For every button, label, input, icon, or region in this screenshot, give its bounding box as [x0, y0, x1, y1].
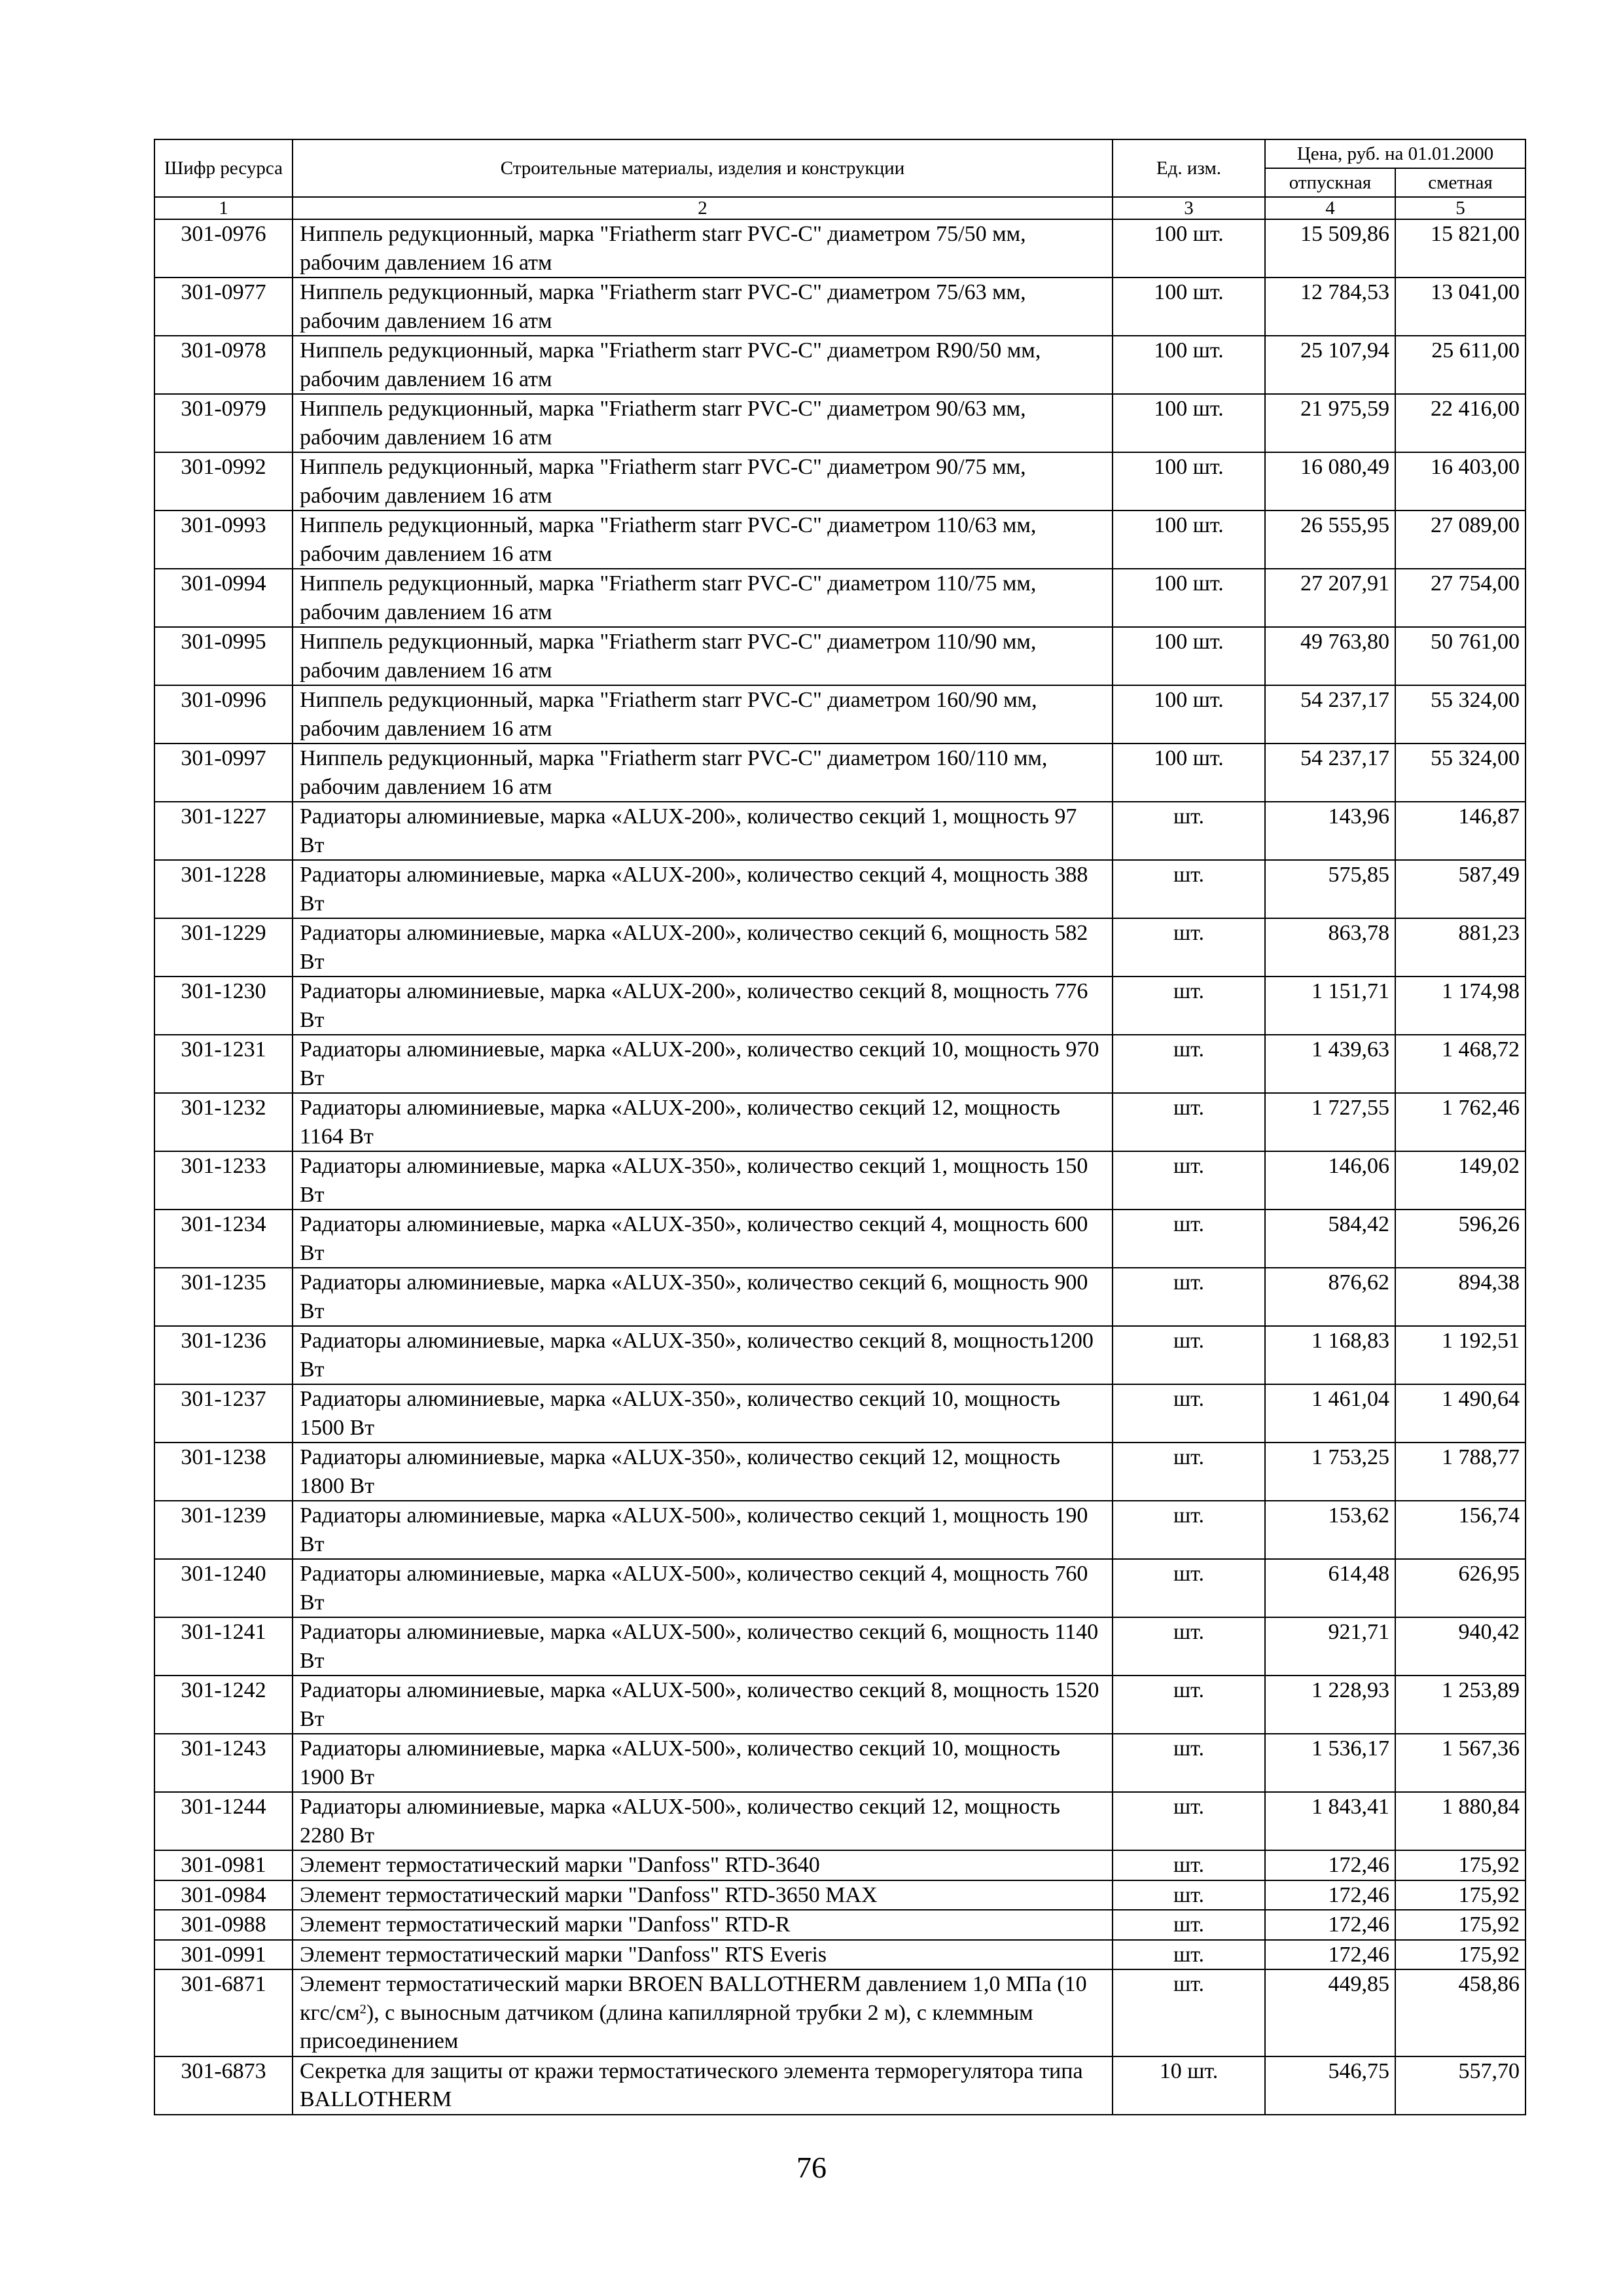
release-price-cell: 54 237,17 [1265, 685, 1395, 744]
resource-code: 301-0992 [154, 452, 293, 511]
table-row [154, 1940, 1525, 1970]
page-number: 76 [796, 2151, 827, 2184]
resource-name: Радиаторы алюминиевые, марка «ALUX-350», количество секций 1, мощность 150 Вт [293, 1151, 1113, 1210]
resource-code: 301-0978 [154, 336, 293, 394]
table-row [154, 1734, 1525, 1792]
table-row [154, 977, 1525, 1035]
estimate-price-cell: 175,92 [1395, 1910, 1525, 1940]
resource-code: 301-1242 [154, 1676, 293, 1734]
resource-code: 301-1241 [154, 1617, 293, 1676]
table-row [154, 1035, 1525, 1093]
resource-name: Ниппель редукционный, марка "Friatherm starr PVC-C" диаметром R90/50 мм, рабочим давлением 16 атм [293, 336, 1113, 394]
header-row [154, 139, 1525, 168]
resource-code: 301-0976 [154, 219, 293, 278]
estimate-price-cell: 25 611,00 [1395, 336, 1525, 394]
release-price-cell: 172,46 [1265, 1910, 1395, 1940]
resource-code: 301-1231 [154, 1035, 293, 1093]
estimate-price-cell: 894,38 [1395, 1268, 1525, 1326]
unit-cell: шт. [1113, 1910, 1265, 1940]
unit-cell: 100 шт. [1113, 685, 1265, 744]
resource-name: Ниппель редукционный, марка "Friatherm starr PVC-C" диаметром 110/90 мм, рабочим давлением 16 атм [293, 627, 1113, 685]
resource-name: Радиаторы алюминиевые, марка «ALUX-200», количество секций 1, мощность 97 Вт [293, 802, 1113, 860]
resource-code: 301-1230 [154, 977, 293, 1035]
release-price-cell: 575,85 [1265, 860, 1395, 918]
resource-name: Радиаторы алюминиевые, марка «ALUX-200», количество секций 6, мощность 582 Вт [293, 918, 1113, 977]
unit-cell: шт. [1113, 977, 1265, 1035]
unit-cell: шт. [1113, 1035, 1265, 1093]
estimate-price-cell: 13 041,00 [1395, 278, 1525, 336]
unit-cell: 100 шт. [1113, 336, 1265, 394]
table-row [154, 1501, 1525, 1559]
column-numbers-row [154, 197, 1525, 219]
table-row [154, 1969, 1525, 2056]
unit-cell: 100 шт. [1113, 744, 1265, 802]
release-price-cell: 27 207,91 [1265, 569, 1395, 627]
release-price-cell: 863,78 [1265, 918, 1395, 977]
unit-cell: шт. [1113, 1210, 1265, 1268]
estimate-price-cell: 458,86 [1395, 1969, 1525, 2056]
unit-cell: шт. [1113, 1880, 1265, 1910]
header-estimate-price: сметная [1395, 168, 1525, 197]
estimate-price-cell: 16 403,00 [1395, 452, 1525, 511]
estimate-price-cell: 557,70 [1395, 2056, 1525, 2115]
release-price-cell: 614,48 [1265, 1559, 1395, 1617]
release-price-cell: 21 975,59 [1265, 394, 1395, 452]
resource-code: 301-1239 [154, 1501, 293, 1559]
resource-code: 301-1237 [154, 1384, 293, 1443]
resource-name: Элемент термостатический марки "Danfoss" RTS Everis [293, 1940, 1113, 1970]
estimate-price-cell: 587,49 [1395, 860, 1525, 918]
table-row [154, 1880, 1525, 1910]
unit-cell: шт. [1113, 1850, 1265, 1880]
column-number: 1 [154, 197, 293, 219]
table-row [154, 394, 1525, 452]
resource-code: 301-1232 [154, 1093, 293, 1151]
table-row [154, 1210, 1525, 1268]
header-code: Шифр ресурса [154, 139, 293, 197]
release-price-cell: 26 555,95 [1265, 511, 1395, 569]
table-row [154, 219, 1525, 278]
estimate-price-cell: 27 089,00 [1395, 511, 1525, 569]
resource-name: Радиаторы алюминиевые, марка «ALUX-350», количество секций 10, мощность 1500 Вт [293, 1384, 1113, 1443]
resource-name: Радиаторы алюминиевые, марка «ALUX-500», количество секций 6, мощность 1140 Вт [293, 1617, 1113, 1676]
header-unit: Ед. изм. [1113, 139, 1265, 197]
resource-code: 301-1240 [154, 1559, 293, 1617]
unit-cell: шт. [1113, 1792, 1265, 1850]
header-name: Строительные материалы, изделия и конструкции [293, 139, 1113, 197]
resource-code: 301-0996 [154, 685, 293, 744]
resource-name: Ниппель редукционный, марка "Friatherm starr PVC-C" диаметром 90/75 мм, рабочим давлением 16 атм [293, 452, 1113, 511]
resource-code: 301-0995 [154, 627, 293, 685]
estimate-price-cell: 156,74 [1395, 1501, 1525, 1559]
table-row [154, 1850, 1525, 1880]
release-price-cell: 172,46 [1265, 1880, 1395, 1910]
unit-cell: 100 шт. [1113, 278, 1265, 336]
estimate-price-cell: 50 761,00 [1395, 627, 1525, 685]
release-price-cell: 1 753,25 [1265, 1443, 1395, 1501]
resource-name: Радиаторы алюминиевые, марка «ALUX-200», количество секций 10, мощность 970 Вт [293, 1035, 1113, 1093]
resource-code: 301-0981 [154, 1850, 293, 1880]
resource-name: Радиаторы алюминиевые, марка «ALUX-350», количество секций 4, мощность 600 Вт [293, 1210, 1113, 1268]
table-row [154, 452, 1525, 511]
resource-name [293, 1969, 1113, 2056]
unit-cell: 100 шт. [1113, 394, 1265, 452]
header-price-group: Цена, руб. на 01.01.2000 [1265, 139, 1525, 168]
table-row [154, 1910, 1525, 1940]
resource-code: 301-1236 [154, 1326, 293, 1384]
unit-cell: шт. [1113, 1969, 1265, 2056]
resource-name: Ниппель редукционный, марка "Friatherm starr PVC-C" диаметром 90/63 мм, рабочим давлением 16 атм [293, 394, 1113, 452]
resource-code: 301-1235 [154, 1268, 293, 1326]
estimate-price-cell: 55 324,00 [1395, 744, 1525, 802]
resource-code: 301-1227 [154, 802, 293, 860]
estimate-price-cell: 55 324,00 [1395, 685, 1525, 744]
unit-cell: шт. [1113, 1676, 1265, 1734]
estimate-price-cell: 15 821,00 [1395, 219, 1525, 278]
release-price-cell: 172,46 [1265, 1850, 1395, 1880]
release-price-cell: 153,62 [1265, 1501, 1395, 1559]
table-row [154, 1443, 1525, 1501]
resource-name: Радиаторы алюминиевые, марка «ALUX-500», количество секций 1, мощность 190 Вт [293, 1501, 1113, 1559]
resource-name: Ниппель редукционный, марка "Friatherm starr PVC-C" диаметром 110/75 мм, рабочим давлением 16 атм [293, 569, 1113, 627]
unit-cell: шт. [1113, 1384, 1265, 1443]
unit-cell: шт. [1113, 1443, 1265, 1501]
unit-cell: шт. [1113, 860, 1265, 918]
resource-code: 301-0993 [154, 511, 293, 569]
resource-name: Радиаторы алюминиевые, марка «ALUX-350», количество секций 6, мощность 900 Вт [293, 1268, 1113, 1326]
column-number: 3 [1113, 197, 1265, 219]
resource-code: 301-0988 [154, 1910, 293, 1940]
resource-name-text: ), с выносным датчиком (длина капиллярной трубки 2 м), с клеммным присоединением [300, 2000, 1033, 2053]
resource-code: 301-0991 [154, 1940, 293, 1970]
release-price-cell: 54 237,17 [1265, 744, 1395, 802]
table-row [154, 2056, 1525, 2115]
estimate-price-cell: 146,87 [1395, 802, 1525, 860]
resource-name: Радиаторы алюминиевые, марка «ALUX-500», количество секций 4, мощность 760 Вт [293, 1559, 1113, 1617]
table-row [154, 802, 1525, 860]
table-row [154, 1676, 1525, 1734]
estimate-price-cell: 1 762,46 [1395, 1093, 1525, 1151]
release-price-cell: 449,85 [1265, 1969, 1395, 2056]
resource-code: 301-0997 [154, 744, 293, 802]
release-price-cell: 1 461,04 [1265, 1384, 1395, 1443]
estimate-price-cell: 149,02 [1395, 1151, 1525, 1210]
resource-code: 301-1238 [154, 1443, 293, 1501]
unit-cell: шт. [1113, 918, 1265, 977]
unit-cell: шт. [1113, 1559, 1265, 1617]
resource-code: 301-1243 [154, 1734, 293, 1792]
resource-code: 301-1229 [154, 918, 293, 977]
resource-code: 301-0994 [154, 569, 293, 627]
resource-name: Радиаторы алюминиевые, марка «ALUX-200», количество секций 8, мощность 776 Вт [293, 977, 1113, 1035]
table-row [154, 336, 1525, 394]
unit-cell: 100 шт. [1113, 219, 1265, 278]
release-price-cell: 146,06 [1265, 1151, 1395, 1210]
resource-code: 301-1233 [154, 1151, 293, 1210]
resource-name: Радиаторы алюминиевые, марка «ALUX-200», количество секций 4, мощность 388 Вт [293, 860, 1113, 918]
estimate-price-cell: 175,92 [1395, 1940, 1525, 1970]
resource-name: Радиаторы алюминиевые, марка «ALUX-500», количество секций 12, мощность 2280 Вт [293, 1792, 1113, 1850]
estimate-price-cell: 626,95 [1395, 1559, 1525, 1617]
unit-cell: шт. [1113, 1151, 1265, 1210]
estimate-price-cell: 1 567,36 [1395, 1734, 1525, 1792]
table-row [154, 1093, 1525, 1151]
superscript: 2 [359, 2001, 366, 2017]
release-price-cell: 1 151,71 [1265, 977, 1395, 1035]
estimate-price-cell: 1 490,64 [1395, 1384, 1525, 1443]
release-price-cell: 1 168,83 [1265, 1326, 1395, 1384]
resource-name: Радиаторы алюминиевые, марка «ALUX-350», количество секций 12, мощность 1800 Вт [293, 1443, 1113, 1501]
resource-name: Радиаторы алюминиевые, марка «ALUX-200», количество секций 12, мощность 1164 Вт [293, 1093, 1113, 1151]
unit-cell: 100 шт. [1113, 569, 1265, 627]
table-row [154, 1326, 1525, 1384]
release-price-cell: 876,62 [1265, 1268, 1395, 1326]
unit-cell: шт. [1113, 1326, 1265, 1384]
unit-cell: 100 шт. [1113, 452, 1265, 511]
estimate-price-cell: 175,92 [1395, 1850, 1525, 1880]
unit-cell: шт. [1113, 1617, 1265, 1676]
table-row [154, 1268, 1525, 1326]
estimate-price-cell: 1 880,84 [1395, 1792, 1525, 1850]
resource-name: Элемент термостатический марки "Danfoss" RTD-3650 MAX [293, 1880, 1113, 1910]
release-price-cell: 921,71 [1265, 1617, 1395, 1676]
release-price-cell: 1 439,63 [1265, 1035, 1395, 1093]
resource-name: Ниппель редукционный, марка "Friatherm starr PVC-C" диаметром 160/110 мм, рабочим давлением 16 атм [293, 744, 1113, 802]
table-row [154, 278, 1525, 336]
table-row [154, 1151, 1525, 1210]
unit-cell: 100 шт. [1113, 627, 1265, 685]
release-price-cell: 143,96 [1265, 802, 1395, 860]
estimate-price-cell: 1 788,77 [1395, 1443, 1525, 1501]
column-number: 4 [1265, 197, 1395, 219]
release-price-cell: 1 727,55 [1265, 1093, 1395, 1151]
estimate-price-cell: 940,42 [1395, 1617, 1525, 1676]
resource-code: 301-0979 [154, 394, 293, 452]
resource-code: 301-0977 [154, 278, 293, 336]
price-table [154, 139, 1526, 2115]
release-price-cell: 584,42 [1265, 1210, 1395, 1268]
unit-cell: 10 шт. [1113, 2056, 1265, 2115]
estimate-price-cell: 27 754,00 [1395, 569, 1525, 627]
release-price-cell: 15 509,86 [1265, 219, 1395, 278]
resource-code: 301-1228 [154, 860, 293, 918]
table-row [154, 569, 1525, 627]
estimate-price-cell: 1 174,98 [1395, 977, 1525, 1035]
resource-name: Ниппель редукционный, марка "Friatherm starr PVC-C" диаметром 75/50 мм, рабочим давлением 16 атм [293, 219, 1113, 278]
table-row [154, 1792, 1525, 1850]
unit-cell: шт. [1113, 1268, 1265, 1326]
resource-code: 301-6871 [154, 1969, 293, 2056]
release-price-cell: 25 107,94 [1265, 336, 1395, 394]
resource-code: 301-0984 [154, 1880, 293, 1910]
unit-cell: шт. [1113, 1940, 1265, 1970]
release-price-cell: 1 843,41 [1265, 1792, 1395, 1850]
header-release-price: отпускная [1265, 168, 1395, 197]
release-price-cell: 172,46 [1265, 1940, 1395, 1970]
resource-code: 301-6873 [154, 2056, 293, 2115]
estimate-price-cell: 881,23 [1395, 918, 1525, 977]
release-price-cell: 546,75 [1265, 2056, 1395, 2115]
resource-name-text: Элемент термостатический марки BROEN BALLOTHERM давлением 1,0 МПа (10 кгс/см [300, 1972, 1087, 2025]
table-row [154, 918, 1525, 977]
resource-name: Элемент термостатический марки "Danfoss" RTD-3640 [293, 1850, 1113, 1880]
resource-name: Радиаторы алюминиевые, марка «ALUX-350», количество секций 8, мощность1200 Вт [293, 1326, 1113, 1384]
unit-cell: 100 шт. [1113, 511, 1265, 569]
resource-name: Ниппель редукционный, марка "Friatherm starr PVC-C" диаметром 160/90 мм, рабочим давлением 16 атм [293, 685, 1113, 744]
unit-cell: шт. [1113, 1501, 1265, 1559]
table-row [154, 1384, 1525, 1443]
resource-name: Элемент термостатический марки "Danfoss" RTD-R [293, 1910, 1113, 1940]
table-body [154, 219, 1525, 2115]
resource-name: Радиаторы алюминиевые, марка «ALUX-500», количество секций 8, мощность 1520 Вт [293, 1676, 1113, 1734]
release-price-cell: 1 536,17 [1265, 1734, 1395, 1792]
unit-cell: шт. [1113, 802, 1265, 860]
resource-name: Радиаторы алюминиевые, марка «ALUX-500», количество секций 10, мощность 1900 Вт [293, 1734, 1113, 1792]
release-price-cell: 16 080,49 [1265, 452, 1395, 511]
release-price-cell: 49 763,80 [1265, 627, 1395, 685]
release-price-cell: 12 784,53 [1265, 278, 1395, 336]
resource-code: 301-1234 [154, 1210, 293, 1268]
resource-code: 301-1244 [154, 1792, 293, 1850]
estimate-price-cell: 22 416,00 [1395, 394, 1525, 452]
table-row [154, 685, 1525, 744]
estimate-price-cell: 1 192,51 [1395, 1326, 1525, 1384]
table-row [154, 1559, 1525, 1617]
resource-name: Ниппель редукционный, марка "Friatherm starr PVC-C" диаметром 110/63 мм, рабочим давлением 16 атм [293, 511, 1113, 569]
resource-name: Секретка для защиты от кражи термостатического элемента терморегулятора типа BALLOTHERM [293, 2056, 1113, 2115]
table-row [154, 744, 1525, 802]
table-row [154, 511, 1525, 569]
estimate-price-cell: 175,92 [1395, 1880, 1525, 1910]
column-number: 5 [1395, 197, 1525, 219]
release-price-cell: 1 228,93 [1265, 1676, 1395, 1734]
estimate-price-cell: 596,26 [1395, 1210, 1525, 1268]
table-row [154, 860, 1525, 918]
table-row [154, 627, 1525, 685]
table-row [154, 1617, 1525, 1676]
unit-cell: шт. [1113, 1734, 1265, 1792]
resource-name: Ниппель редукционный, марка "Friatherm starr PVC-C" диаметром 75/63 мм, рабочим давлением 16 атм [293, 278, 1113, 336]
unit-cell: шт. [1113, 1093, 1265, 1151]
estimate-price-cell: 1 468,72 [1395, 1035, 1525, 1093]
estimate-price-cell: 1 253,89 [1395, 1676, 1525, 1734]
column-number: 2 [293, 197, 1113, 219]
